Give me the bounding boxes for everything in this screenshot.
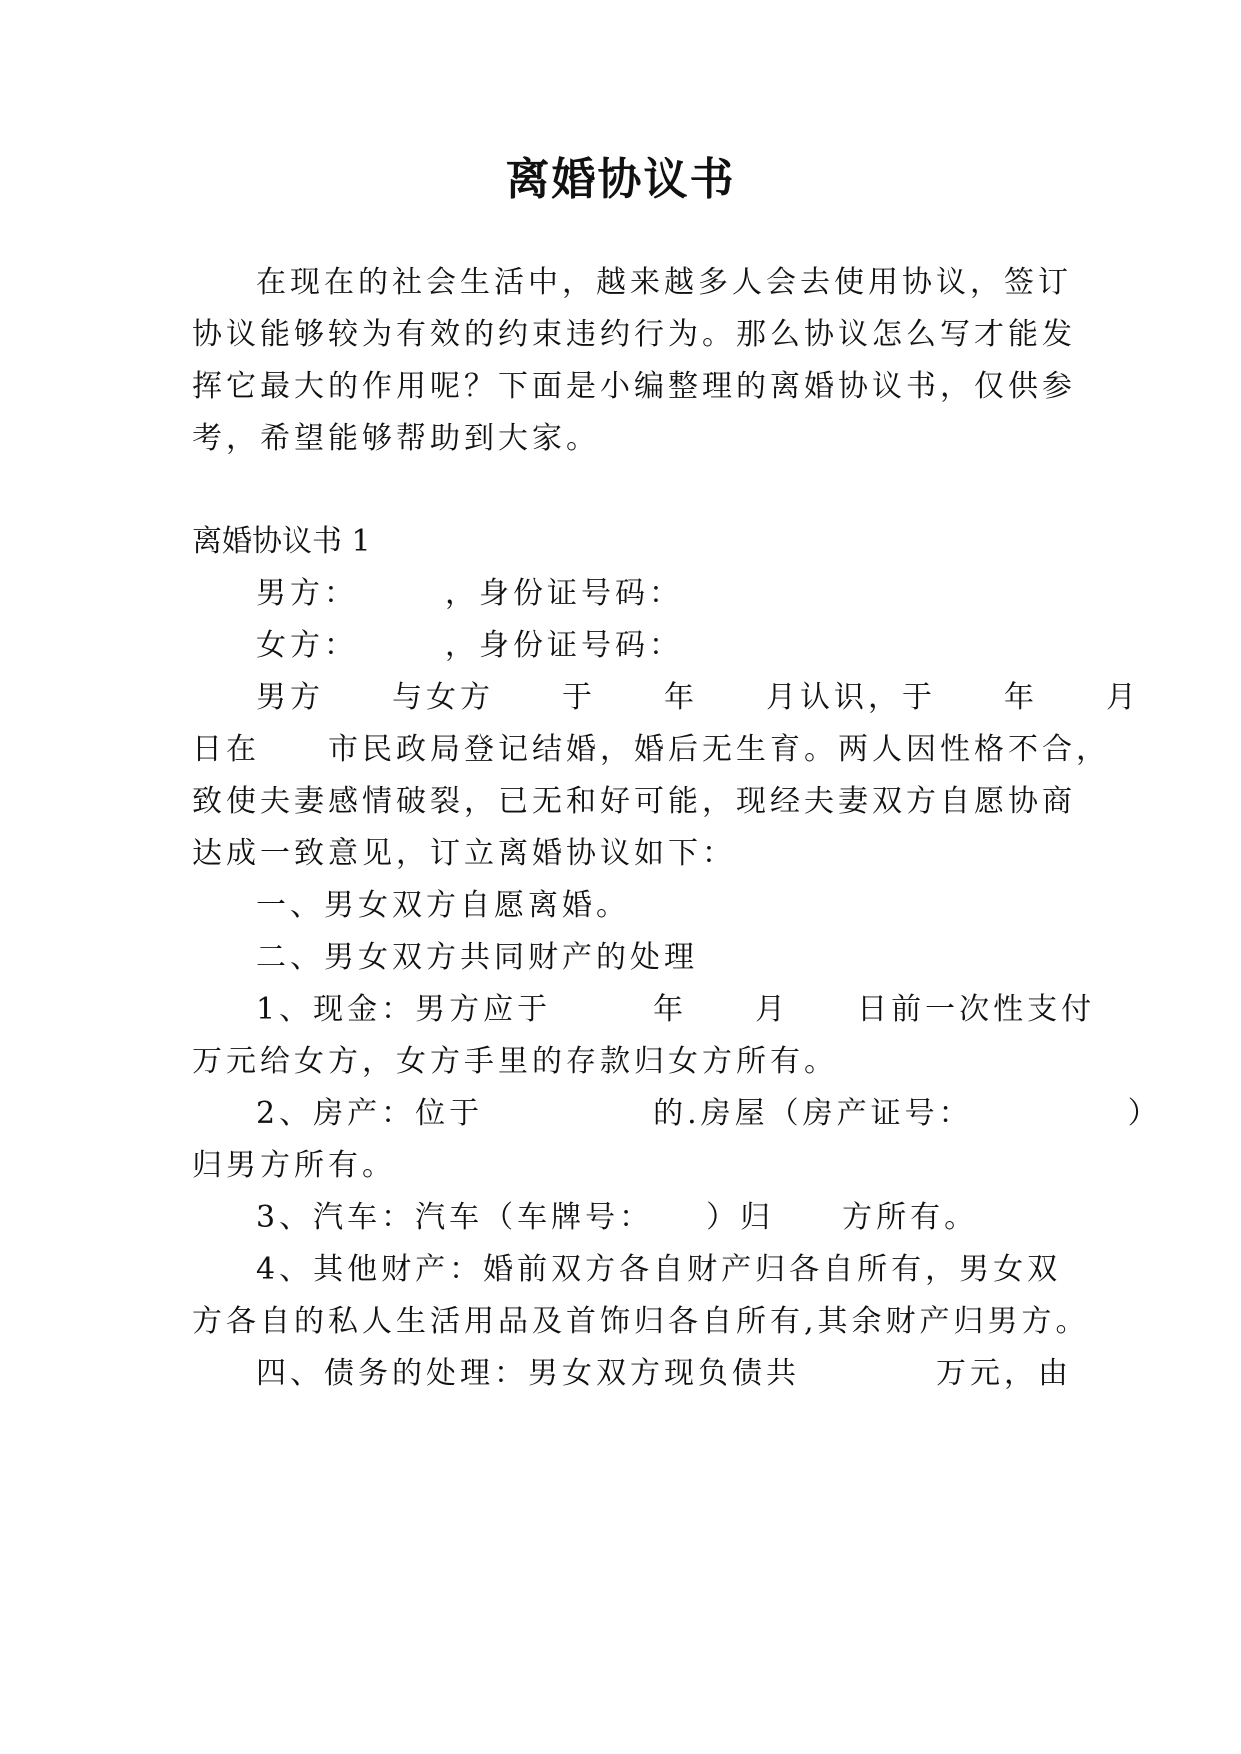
body-line: 4、其他财产：婚前双方各自财产归各自所有，男女双	[256, 1252, 1062, 1287]
body-line: 1、现金：男方应于 年 月 日前一次性支付	[256, 992, 1096, 1027]
body-line: 日在 市民政局登记结婚，婚后无生育。两人因性格不合，	[192, 732, 1110, 767]
body-line: 男方： ，身份证号码：	[256, 576, 683, 611]
body-line: 女方： ，身份证号码：	[256, 628, 683, 663]
body-line: 万元给女方，女方手里的存款归女方所有。	[192, 1044, 838, 1079]
body-line: 2、房产：位于 的.房屋（房产证号： ）	[256, 1096, 1162, 1131]
intro-line-1: 在现在的社会生活中，越来越多人会去使用协议，签订	[256, 265, 1072, 300]
section-heading: 离婚协议书 1	[192, 524, 371, 559]
body-line: 致使夫妻感情破裂，已无和好可能，现经夫妻双方自愿协商	[192, 784, 1076, 819]
intro-line-4: 考，希望能够帮助到大家。	[192, 421, 600, 456]
intro-line-3: 挥它最大的作用呢？下面是小编整理的离婚协议书，仅供参	[192, 369, 1076, 404]
document-title: 离婚协议书	[505, 154, 736, 205]
body-line: 归男方所有。	[192, 1148, 396, 1183]
intro-line-2: 协议能够较为有效的约束违约行为。那么协议怎么写才能发	[192, 317, 1076, 352]
body-line: 达成一致意见，订立离婚协议如下：	[192, 836, 736, 871]
body-line: 二、男女双方共同财产的处理	[256, 940, 698, 975]
body-line: 男方 与女方 于 年 月认识，于 年 月	[256, 680, 1140, 715]
body-line: 方各自的私人生活用品及首饰归各自所有,其余财产归男方。	[192, 1304, 1090, 1339]
body-line: 一、男女双方自愿离婚。	[256, 888, 630, 923]
body-line: 四、债务的处理：男女双方现负债共 万元，由	[256, 1356, 1072, 1391]
body-line: 3、汽车：汽车（车牌号： ）归 方所有。	[256, 1200, 979, 1235]
